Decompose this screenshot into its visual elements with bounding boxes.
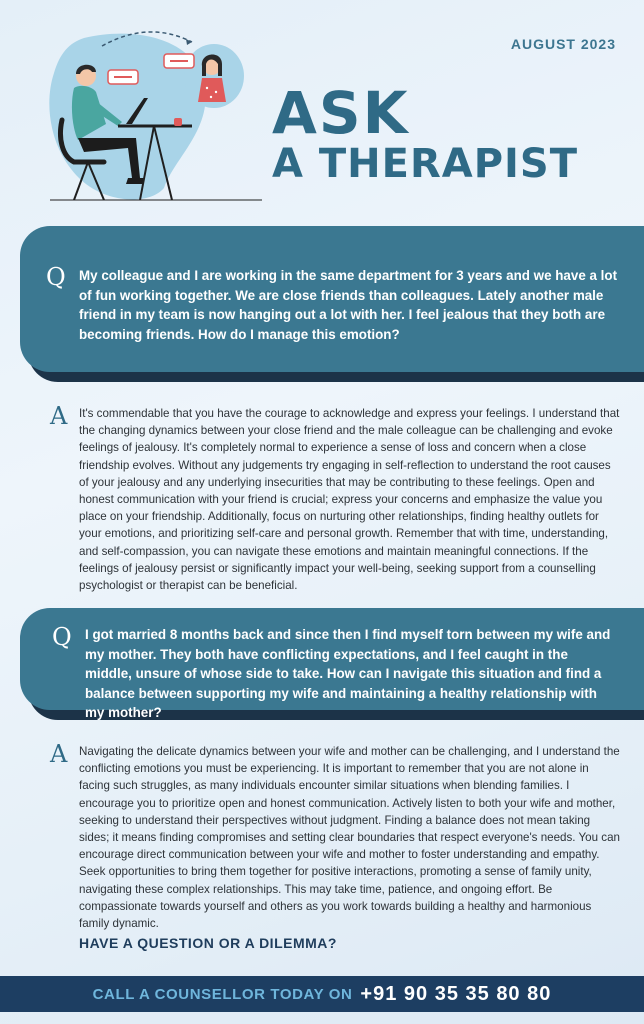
- footer-banner: [0, 976, 644, 1012]
- dilemma-heading: HAVE A QUESTION OR A DILEMMA?: [79, 935, 337, 951]
- question-panel: [20, 608, 644, 720]
- counselling-illustration: [44, 28, 272, 208]
- issue-date: AUGUST 2023: [510, 36, 616, 52]
- question-card-2: [20, 608, 644, 720]
- question-panel: [20, 226, 644, 372]
- question-letter: Q: [46, 263, 66, 291]
- question-text: I got married 8 months back and since then I find myself torn between my wife and my mother. They both have conflicting expectations, and I feel caught in the middle, unsure of whose side to take. How can I navigate this situation and find a balance between supporting my wife and maintaining a healthy relationship with my mother?: [85, 627, 611, 720]
- answer-text-1: It's commendable that you have the courage to acknowledge and express your feelings. I understand that the changing dynamics between your close friend and the male colleague can be challenging and evoke feelings of jealousy. It's completely normal to experience a sense of loss and concern when a close friendship evolves. Without any judgements try engaging in self-reflection to understand the root causes of your jealousy and any underlying insecurities that may be contributing to these feelings. Open and honest communication with your friend is crucial; express your concerns and emphasize the value you place on your friendship. Additionally, focus on nurturing other relationships, finding healthy outlets for your emotions, and prioritizing self-care and personal growth. Remember that with time, understanding, and self-compassion, you can navigate these emotions and maintain meaningful connections. If the feelings of jealousy persist or significantly impact your well-being, seeking support from a counselling psychologist or therapist can be beneficial.: [79, 407, 620, 593]
- answer-letter: A: [50, 740, 68, 768]
- question-card-1: [20, 226, 644, 372]
- call-to-action: CALL A COUNSELLOR TODAY ON: [92, 985, 353, 1003]
- question-text: My colleague and I are working in the same department for 3 years and we have a lot of fun working together. We are close friends than colleagues. Lately another male friend in my team is now hanging out a lot with her. I feel jealous that they both are becoming friends. How do I manage this emotion?: [79, 268, 618, 342]
- question-letter: Q: [52, 623, 72, 651]
- phone-number[interactable]: +91 90 35 35 80 80: [360, 982, 552, 1005]
- answer-text-2: Navigating the delicate dynamics between your wife and mother can be challenging, and I understand the conflicting emotions you must be experiencing. It is important to remember that you are not alone in facing such struggles, as many individuals encounter similar situations when blending families. I encourage you to prioritize open and honest communication. Actively listen to both your wife and mother, seeking to understand their perspectives without judgment. Finding a balance does not mean taking sides; it means finding compromises and setting clear boundaries that respect everyone's needs. You can encourage direct communication between your wife and mother to foster understanding and empathy. Seek opportunities to bring them together for positive interactions, promoting a sense of family unity, navigating these complex relationships. This may take time, patience, and ongoing effort. Be compassionate towards yourself and others as you work towards building a healthy and harmonious family dynamic.: [79, 745, 620, 931]
- answer-letter: A: [50, 402, 68, 430]
- page-title: ASK: [272, 79, 410, 147]
- page-subtitle: A THERAPIST: [272, 141, 579, 187]
